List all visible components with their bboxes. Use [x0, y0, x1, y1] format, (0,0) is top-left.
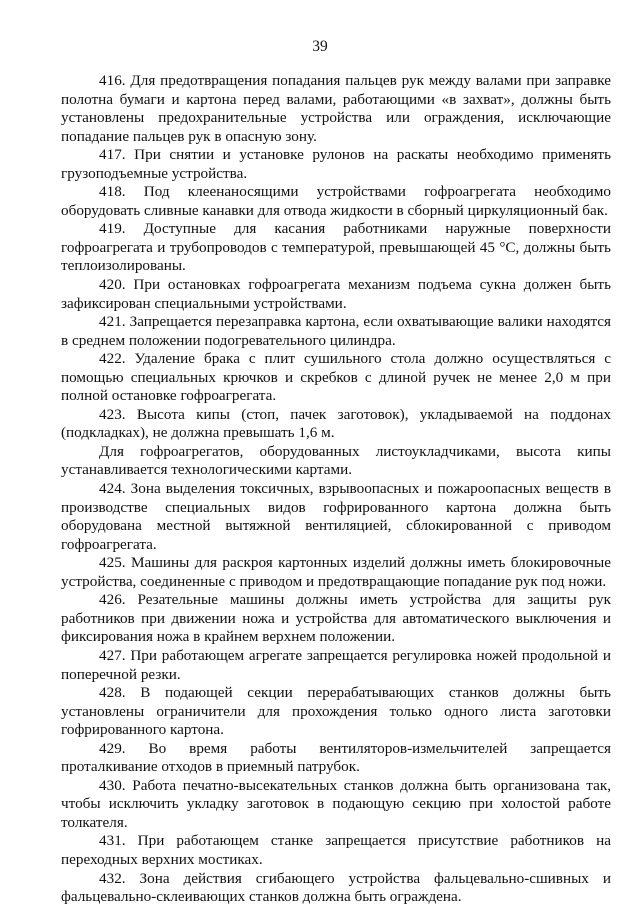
document-body	[61, 72, 611, 907]
paragraph-431: 431. При работающем станке запрещается присутствие работников на переходных верхних мостиках.	[61, 832, 611, 868]
paragraph-420: 420. При остановках гофроагрегата механизм подъема сукна должен быть зафиксирован специальными устройствами.	[61, 276, 611, 312]
paragraph-418: 418. Под клеенаносящими устройствами гофроагрегата необходимо оборудовать сливные канавки для отвода жидкости в сборный циркуляционный бак.	[61, 183, 611, 219]
paragraph-426: 426. Резательные машины должны иметь устройства для защиты рук работников при движении ножа и устройства для автоматического выключения и фиксирования ножа в крайнем верхнем положении.	[61, 591, 611, 646]
paragraph-417: 417. При снятии и установке рулонов на раскаты необходимо применять грузоподъемные устройства.	[61, 146, 611, 182]
paragraph-432: 432. Зона действия сгибающего устройства фальцевально-сшивных и фальцевально-склеивающих станков должна быть ограждена.	[61, 869, 611, 906]
paragraph-428: 428. В подающей секции перерабатывающих станков должны быть установлены ограничители для прохождения только одного листа заготовки гофрированного картона.	[61, 684, 611, 739]
paragraph-421: 421. Запрещается перезаправка картона, если охватывающие валики находятся в среднем положении подогревательного цилиндра.	[61, 313, 611, 349]
page-number: 39	[312, 38, 328, 55]
paragraph-427: 427. При работающем агрегате запрещается регулировка ножей продольной и поперечной резки.	[61, 646, 611, 683]
paragraph-416: 416. Для предотвращения попадания пальцев рук между валами при заправке полотна бумаги и картона перед валами, работающими «в захват», должны быть установлены предохранительные устройства или ограждения, исключающие попадание пальцев рук в опасную зону.	[61, 72, 611, 145]
paragraph-425: 425. Машины для раскроя картонных изделий должны иметь блокировочные устройства, соединенные с приводом и предотвращающие попадание рук под ножи.	[61, 554, 611, 590]
paragraph-424: 424. Зона выделения токсичных, взрывоопасных и пожароопасных веществ в производстве специальных видов гофрированного картона должна быть оборудована местной вытяжной вентиляцией, сблокированной с приводом гофроагрегата.	[61, 480, 611, 553]
paragraph-429: 429. Во время работы вентиляторов-измельчителей запрещается проталкивание отходов в приемный патрубок.	[61, 739, 611, 776]
paragraph-423-continuation: Для гофроагрегатов, оборудованных листоукладчиками, высота кипы устанавливается технологическими картами.	[61, 442, 611, 479]
paragraph-430: 430. Работа печатно-высекательных станков должна быть организована так, чтобы исключить укладку заготовок в подающую секцию при холостой работе толкателя.	[61, 776, 611, 831]
paragraph-419: 419. Доступные для касания работниками наружные поверхности гофроагрегата и трубопроводов с температурой, превышающей 45 °С, должны быть теплоизолированы.	[61, 220, 611, 275]
paragraph-423: 423. Высота кипы (стоп, пачек заготовок), укладываемой на поддонах (подкладках), не должна превышать 1,6 м.	[61, 405, 611, 442]
paragraph-422: 422. Удаление брака с плит сушильного стола должно осуществляться с помощью специальных крючков и скребков с длиной ручек не менее 2,0 м при полной остановке гофроагрегата.	[61, 350, 611, 405]
